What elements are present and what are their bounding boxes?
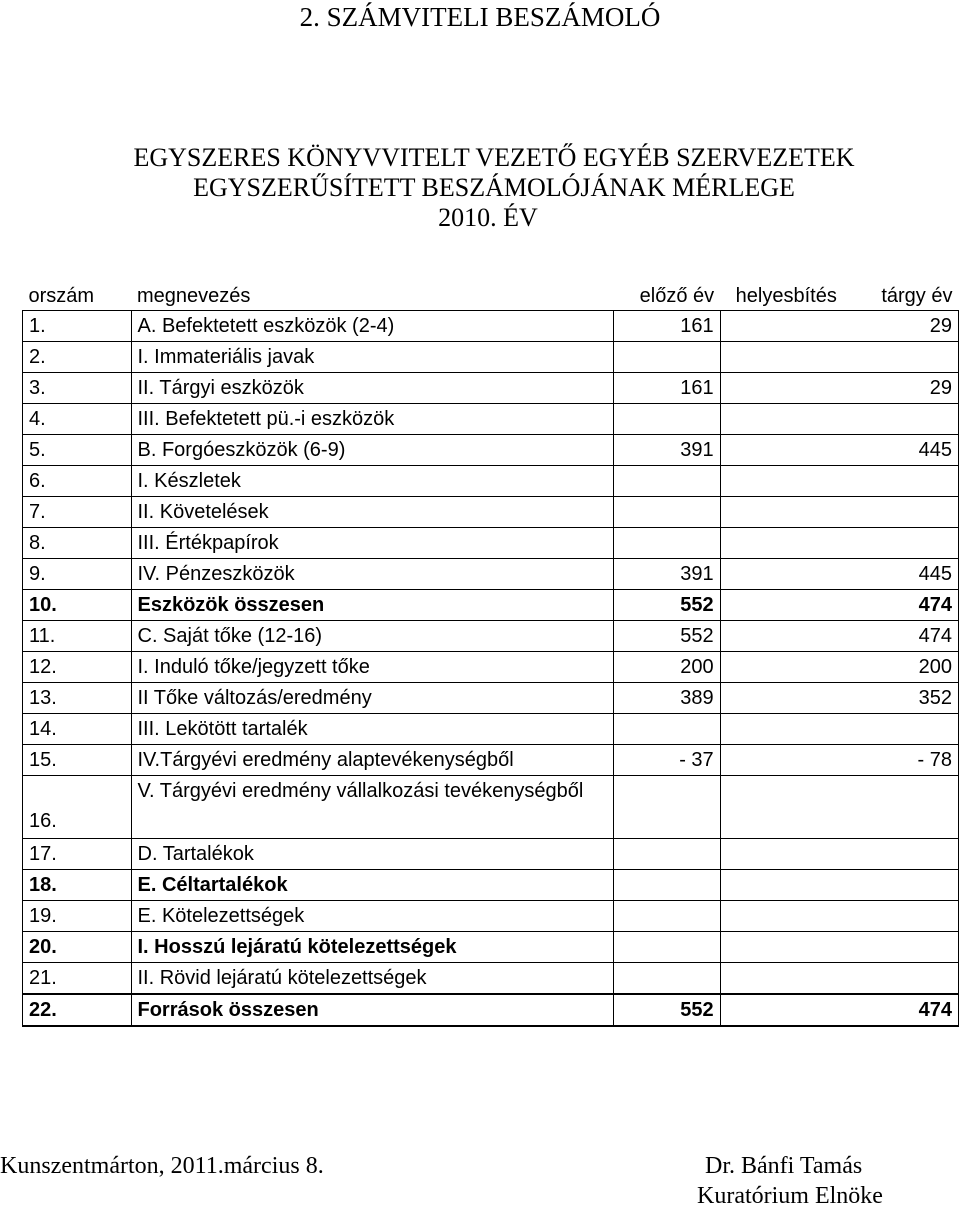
current-year-value: [852, 932, 958, 963]
previous-year-value: 552: [613, 590, 720, 621]
previous-year-value: 161: [613, 311, 720, 342]
previous-year-value: [613, 839, 720, 870]
table-row: [23, 559, 959, 590]
previous-year-value: - 37: [613, 745, 720, 776]
current-year-value: [852, 404, 958, 435]
previous-year-value: [613, 776, 720, 839]
adjustment-value: [720, 714, 852, 745]
heading-line-2: EGYSZERŰSÍTETT BESZÁMOLÓJÁNAK MÉRLEGE: [193, 173, 795, 202]
table-row: [23, 435, 959, 466]
row-name: C. Saját tőke (12-16): [131, 621, 613, 652]
header-adjustment: helyesbítés: [735, 284, 837, 307]
previous-year-value: [613, 342, 720, 373]
adjustment-value: [720, 466, 852, 497]
row-name: I. Induló tőke/jegyzett tőke: [131, 652, 613, 683]
adjustment-value: [720, 311, 852, 342]
table-row: [23, 466, 959, 497]
row-number: 20.: [23, 932, 132, 963]
row-name: IV. Pénzeszközök: [131, 559, 613, 590]
current-year-value: [852, 963, 958, 995]
row-number: 15.: [23, 745, 132, 776]
current-year-value: [852, 714, 958, 745]
header-previous-year: előző év: [639, 284, 715, 307]
row-number: 4.: [23, 404, 132, 435]
row-name: III. Befektetett pü.-i eszközök: [131, 404, 613, 435]
header-row-number: orszám: [28, 284, 95, 307]
row-name: III. Értékpapírok: [131, 528, 613, 559]
current-year-value: 474: [852, 590, 958, 621]
row-number: 16.: [23, 776, 132, 839]
row-name: A. Befektetett eszközök (2-4): [131, 311, 613, 342]
row-number: 6.: [23, 466, 132, 497]
previous-year-value: [613, 404, 720, 435]
previous-year-value: [613, 870, 720, 901]
row-number: 17.: [23, 839, 132, 870]
current-year-value: [852, 497, 958, 528]
current-year-value: - 78: [852, 745, 958, 776]
row-number: 13.: [23, 683, 132, 714]
table-row: [23, 590, 959, 621]
row-number: 19.: [23, 901, 132, 932]
signer-name: Dr. Bánfi Tamás: [705, 1153, 863, 1179]
previous-year-value: 200: [613, 652, 720, 683]
adjustment-value: [720, 745, 852, 776]
row-number: 8.: [23, 528, 132, 559]
adjustment-value: [720, 528, 852, 559]
adjustment-value: [720, 994, 852, 1026]
row-name: III. Lekötött tartalék: [131, 714, 613, 745]
row-number: 7.: [23, 497, 132, 528]
previous-year-value: [613, 932, 720, 963]
table-row: [23, 373, 959, 404]
row-name: E. Kötelezettségek: [131, 901, 613, 932]
table-row: [23, 839, 959, 870]
row-name: B. Forgóeszközök (6-9): [131, 435, 613, 466]
previous-year-value: 552: [613, 994, 720, 1026]
adjustment-value: [720, 839, 852, 870]
table-row: [23, 652, 959, 683]
table-row: [23, 528, 959, 559]
adjustment-value: [720, 435, 852, 466]
row-number: 1.: [23, 311, 132, 342]
previous-year-value: [613, 466, 720, 497]
row-number: 22.: [23, 994, 132, 1026]
previous-year-value: [613, 714, 720, 745]
table-header-row: [23, 282, 959, 311]
previous-year-value: 391: [613, 559, 720, 590]
adjustment-value: [720, 373, 852, 404]
current-year-value: 200: [852, 652, 958, 683]
current-year-value: 29: [852, 311, 958, 342]
adjustment-value: [720, 963, 852, 995]
row-name: I. Immateriális javak: [131, 342, 613, 373]
balance-sheet-table: [22, 282, 959, 1027]
row-name: II. Tárgyi eszközök: [131, 373, 613, 404]
row-name: II Tőke változás/eredmény: [131, 683, 613, 714]
row-number: 18.: [23, 870, 132, 901]
table-row: [23, 963, 959, 995]
previous-year-value: [613, 497, 720, 528]
adjustment-value: [720, 497, 852, 528]
row-number: 12.: [23, 652, 132, 683]
table-row: [23, 870, 959, 901]
table-row: [23, 497, 959, 528]
previous-year-value: 389: [613, 683, 720, 714]
row-name: Források összesen: [131, 994, 613, 1026]
current-year-value: [852, 870, 958, 901]
row-name: V. Tárgyévi eredmény vállalkozási tevékenységből: [131, 776, 613, 839]
adjustment-value: [720, 590, 852, 621]
row-name: I. Hosszú lejáratú kötelezettségek: [131, 932, 613, 963]
previous-year-value: 161: [613, 373, 720, 404]
heading-line-1: EGYSZERES KÖNYVVITELT VEZETŐ EGYÉB SZERVEZETEK: [133, 143, 855, 172]
adjustment-value: [720, 870, 852, 901]
row-number: 2.: [23, 342, 132, 373]
adjustment-value: [720, 559, 852, 590]
previous-year-value: 552: [613, 621, 720, 652]
current-year-value: 474: [852, 621, 958, 652]
previous-year-value: [613, 963, 720, 995]
previous-year-value: [613, 528, 720, 559]
adjustment-value: [720, 776, 852, 839]
current-year-value: [852, 839, 958, 870]
current-year-value: 474: [852, 994, 958, 1026]
current-year-value: [852, 466, 958, 497]
current-year-value: [852, 776, 958, 839]
adjustment-value: [720, 652, 852, 683]
current-year-value: 352: [852, 683, 958, 714]
signer-title: Kuratórium Elnöke: [697, 1183, 883, 1209]
table-row: [23, 342, 959, 373]
row-name: I. Készletek: [131, 466, 613, 497]
row-name: II. Követelések: [131, 497, 613, 528]
row-name: IV.Tárgyévi eredmény alaptevékenységből: [131, 745, 613, 776]
table-row: [23, 621, 959, 652]
table-row: [23, 714, 959, 745]
row-number: 10.: [23, 590, 132, 621]
header-name: megnevezés: [137, 284, 251, 307]
row-number: 11.: [23, 621, 132, 652]
current-year-value: [852, 342, 958, 373]
row-number: 21.: [23, 963, 132, 995]
row-name: Eszközök összesen: [131, 590, 613, 621]
current-year-value: [852, 528, 958, 559]
previous-year-value: [613, 901, 720, 932]
table-row: [23, 683, 959, 714]
current-year-value: [852, 901, 958, 932]
row-number: 5.: [23, 435, 132, 466]
place-date: Kunszentmárton, 2011.március 8.: [0, 1153, 324, 1179]
row-name: D. Tartalékok: [131, 839, 613, 870]
table-row: [23, 994, 959, 1026]
table-row: [23, 311, 959, 342]
table-row: [23, 776, 959, 839]
table-row: [23, 932, 959, 963]
adjustment-value: [720, 342, 852, 373]
heading-year: 2010. ÉV: [438, 203, 538, 232]
row-number: 9.: [23, 559, 132, 590]
table-row: [23, 404, 959, 435]
row-name: E. Céltartalékok: [131, 870, 613, 901]
header-current-year: tárgy év: [881, 284, 953, 307]
adjustment-value: [720, 932, 852, 963]
current-year-value: 445: [852, 559, 958, 590]
previous-year-value: 391: [613, 435, 720, 466]
table-row: [23, 901, 959, 932]
adjustment-value: [720, 621, 852, 652]
adjustment-value: [720, 404, 852, 435]
adjustment-value: [720, 901, 852, 932]
row-number: 3.: [23, 373, 132, 404]
document-title: 2. SZÁMVITELI BESZÁMOLÓ: [299, 2, 661, 32]
table-row: [23, 745, 959, 776]
current-year-value: 29: [852, 373, 958, 404]
row-number: 14.: [23, 714, 132, 745]
current-year-value: 445: [852, 435, 958, 466]
row-name: II. Rövid lejáratú kötelezettségek: [131, 963, 613, 995]
adjustment-value: [720, 683, 852, 714]
